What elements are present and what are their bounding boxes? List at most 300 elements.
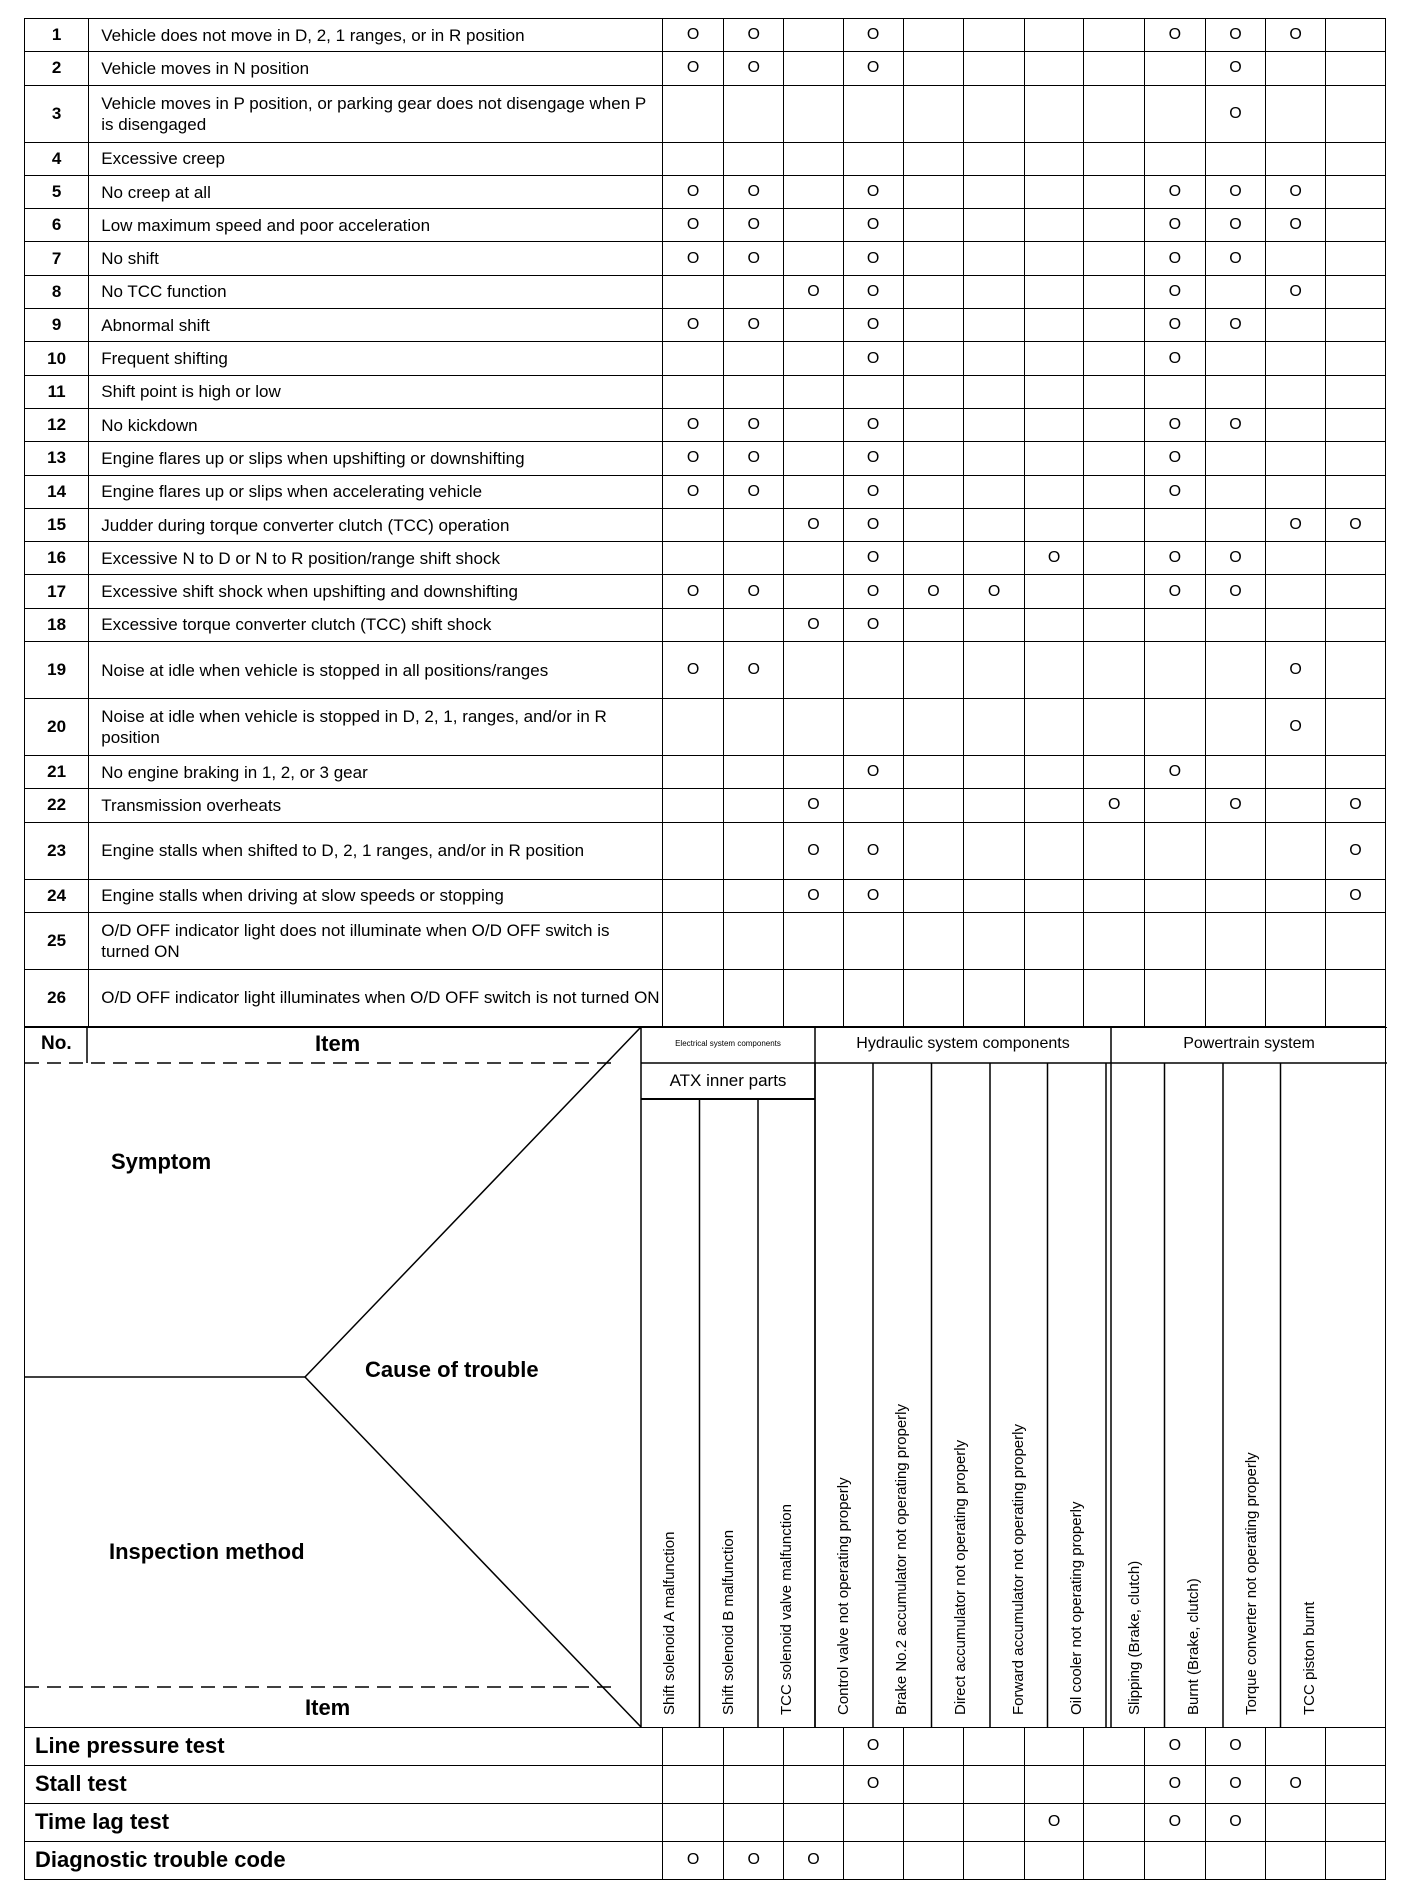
cause-cell	[663, 275, 724, 308]
cause-cell	[1145, 642, 1206, 699]
cause-mark: O	[843, 209, 903, 242]
cause-mark: O	[723, 242, 784, 275]
symptom-text: Excessive creep	[89, 142, 663, 175]
cause-cell	[964, 475, 1025, 508]
cause-cell	[1266, 912, 1326, 969]
cause-mark: O	[1145, 756, 1206, 789]
cause-cell	[964, 19, 1025, 52]
cause-cell	[1024, 209, 1084, 242]
cause-cell	[1084, 209, 1145, 242]
cause-cell	[903, 275, 964, 308]
cause-cell	[1024, 375, 1084, 408]
cause-cell	[964, 608, 1025, 641]
cause-mark: O	[1325, 508, 1385, 541]
inspection-cell	[964, 1727, 1025, 1765]
cause-cell	[1325, 912, 1385, 969]
cause-cell	[1145, 879, 1206, 912]
cause-cell	[1325, 699, 1385, 756]
cause-cell	[1266, 542, 1326, 575]
group-powertrain: Powertrain system	[1111, 1035, 1387, 1053]
cause-mark: O	[1266, 209, 1326, 242]
cause-cell	[1205, 375, 1266, 408]
inspection-cell	[903, 1765, 964, 1803]
cause-cell	[1024, 756, 1084, 789]
inspection-row	[25, 1765, 1386, 1803]
cause-cell	[1266, 822, 1326, 879]
cause-cell	[663, 912, 724, 969]
cause-mark: O	[1145, 575, 1206, 608]
inspection-cell	[903, 1841, 964, 1879]
cause-cell	[1325, 642, 1385, 699]
cause-mark: O	[663, 209, 724, 242]
cause-cell	[663, 969, 724, 1026]
cause-cell	[903, 642, 964, 699]
cause-cell	[1266, 756, 1326, 789]
cause-cell	[1325, 969, 1385, 1026]
cause-cell	[1205, 642, 1266, 699]
symptom-number: 25	[25, 912, 89, 969]
cause-mark: O	[843, 475, 903, 508]
cause-cell	[903, 969, 964, 1026]
cause-cell	[1205, 756, 1266, 789]
symptom-table	[24, 18, 1386, 1027]
symptom-row	[25, 408, 1386, 441]
cause-mark: O	[663, 175, 724, 208]
cause-cell	[663, 608, 724, 641]
cause-cell	[1266, 408, 1326, 441]
inspection-mark: O	[723, 1841, 784, 1879]
cause-cell	[964, 822, 1025, 879]
inspection-cell	[723, 1765, 784, 1803]
cause-cell	[784, 309, 843, 342]
symptom-number: 16	[25, 542, 89, 575]
item-header-bottom: Item	[305, 1695, 350, 1721]
cause-cell	[964, 699, 1025, 756]
inspection-cell	[1084, 1765, 1145, 1803]
column-label: Brake No.2 accumulator not operating properly	[893, 1659, 1313, 1715]
symptom-text: Vehicle moves in N position	[89, 52, 663, 85]
cause-cell	[1024, 508, 1084, 541]
inspection-cell	[1024, 1765, 1084, 1803]
cause-cell	[1145, 969, 1206, 1026]
cause-mark: O	[843, 542, 903, 575]
cause-cell	[903, 822, 964, 879]
symptom-text: Engine stalls when shifted to D, 2, 1 ranges, and/or in R position	[89, 822, 663, 879]
cause-cell	[723, 275, 784, 308]
inspection-cell	[784, 1765, 843, 1803]
column-label: Control valve not operating properly	[835, 1659, 1255, 1715]
column-label: Shift solenoid B malfunction	[720, 1659, 1140, 1715]
cause-mark: O	[1325, 879, 1385, 912]
cause-cell	[1084, 475, 1145, 508]
column-label: TCC solenoid valve malfunction	[778, 1659, 1198, 1715]
symptom-number: 14	[25, 475, 89, 508]
symptom-label: Symptom	[111, 1149, 211, 1175]
symptom-row	[25, 19, 1386, 52]
inspection-mark: O	[1145, 1803, 1206, 1841]
matrix-header	[24, 1027, 1386, 1727]
symptom-number: 18	[25, 608, 89, 641]
cause-mark: O	[663, 408, 724, 441]
cause-mark: O	[663, 242, 724, 275]
symptom-row	[25, 375, 1386, 408]
inspection-mark: O	[843, 1727, 903, 1765]
cause-cell	[1205, 608, 1266, 641]
cause-cell	[903, 52, 964, 85]
cause-cell	[1266, 85, 1326, 142]
cause-mark: O	[1325, 789, 1385, 822]
cause-mark: O	[1205, 408, 1266, 441]
cause-mark: O	[723, 475, 784, 508]
cause-cell	[1325, 19, 1385, 52]
cause-cell	[784, 642, 843, 699]
cause-cell	[1145, 375, 1206, 408]
symptom-number: 1	[25, 19, 89, 52]
symptom-number: 5	[25, 175, 89, 208]
cause-cell	[1325, 242, 1385, 275]
cause-cell	[1024, 879, 1084, 912]
inspection-cell	[1266, 1841, 1326, 1879]
cause-cell	[1205, 342, 1266, 375]
cause-mark: O	[843, 242, 903, 275]
cause-cell	[1024, 699, 1084, 756]
inspection-row	[25, 1841, 1386, 1879]
inspection-table	[24, 1727, 1386, 1880]
cause-cell	[1266, 242, 1326, 275]
cause-cell	[903, 209, 964, 242]
cause-cell	[1024, 142, 1084, 175]
cause-cell	[1266, 142, 1326, 175]
column-label: Torque converter not operating properly	[1243, 1659, 1408, 1715]
inspection-cell	[964, 1803, 1025, 1841]
cause-mark: O	[663, 52, 724, 85]
cause-cell	[1325, 209, 1385, 242]
inspection-cell	[1325, 1765, 1385, 1803]
cause-mark: O	[723, 309, 784, 342]
cause-cell	[1145, 52, 1206, 85]
cause-cell	[723, 85, 784, 142]
cause-cell	[663, 822, 724, 879]
cause-cell	[1084, 408, 1145, 441]
cause-cell	[1145, 608, 1206, 641]
cause-cell	[784, 542, 843, 575]
cause-cell	[663, 699, 724, 756]
cause-cell	[903, 756, 964, 789]
cause-cell	[663, 542, 724, 575]
symptom-text: Judder during torque converter clutch (TCC) operation	[89, 508, 663, 541]
cause-cell	[784, 375, 843, 408]
symptom-text: Engine flares up or slips when accelerating vehicle	[89, 475, 663, 508]
cause-cell	[903, 912, 964, 969]
cause-cell	[1024, 52, 1084, 85]
inspection-cell	[723, 1727, 784, 1765]
symptom-text: Vehicle moves in P position, or parking gear does not disengage when P is disengaged	[89, 85, 663, 142]
cause-cell	[723, 342, 784, 375]
cause-cell	[723, 699, 784, 756]
symptom-number: 23	[25, 822, 89, 879]
cause-cell	[1266, 969, 1326, 1026]
group-electrical: Electrical system components	[641, 1039, 815, 1048]
cause-cell	[1266, 575, 1326, 608]
cause-cell	[1084, 242, 1145, 275]
symptom-text: Low maximum speed and poor acceleration	[89, 209, 663, 242]
cause-mark: O	[843, 52, 903, 85]
cause-cell	[1084, 142, 1145, 175]
symptom-row	[25, 912, 1386, 969]
cause-mark: O	[843, 275, 903, 308]
cause-mark: O	[784, 275, 843, 308]
symptom-text: Excessive shift shock when upshifting and downshifting	[89, 575, 663, 608]
cause-cell	[964, 309, 1025, 342]
cause-mark: O	[1205, 209, 1266, 242]
cause-cell	[1266, 608, 1326, 641]
cause-cell	[723, 912, 784, 969]
symptom-text: Engine stalls when driving at slow speeds or stopping	[89, 879, 663, 912]
symptom-text: Excessive N to D or N to R position/range shift shock	[89, 542, 663, 575]
cause-cell	[1024, 475, 1084, 508]
cause-cell	[784, 408, 843, 441]
inspection-cell	[1266, 1727, 1326, 1765]
cause-mark: O	[723, 52, 784, 85]
cause-cell	[903, 85, 964, 142]
inspection-cell	[1325, 1841, 1385, 1879]
cause-cell	[964, 789, 1025, 822]
inspection-cell	[903, 1727, 964, 1765]
cause-mark: O	[843, 342, 903, 375]
cause-cell	[1266, 442, 1326, 475]
inspection-mark: O	[1205, 1765, 1266, 1803]
header-lines	[25, 1027, 1387, 1727]
cause-cell	[1084, 879, 1145, 912]
cause-cell	[723, 542, 784, 575]
symptom-text: No kickdown	[89, 408, 663, 441]
symptom-row	[25, 52, 1386, 85]
cause-mark: O	[1266, 19, 1326, 52]
symptom-text: No shift	[89, 242, 663, 275]
symptom-text: Transmission overheats	[89, 789, 663, 822]
cause-cell	[1325, 442, 1385, 475]
cause-cell	[1084, 375, 1145, 408]
inspection-mark: O	[1024, 1803, 1084, 1841]
inspection-cell	[964, 1765, 1025, 1803]
cause-cell	[903, 789, 964, 822]
symptom-text: No creep at all	[89, 175, 663, 208]
cause-cell	[903, 142, 964, 175]
cause-cell	[1325, 142, 1385, 175]
inspection-cell	[784, 1727, 843, 1765]
cause-mark: O	[723, 575, 784, 608]
cause-cell	[903, 508, 964, 541]
inspection-cell	[663, 1765, 724, 1803]
inspection-cell	[843, 1803, 903, 1841]
symptom-row	[25, 575, 1386, 608]
symptom-row	[25, 175, 1386, 208]
cause-mark: O	[843, 309, 903, 342]
inspection-mark: O	[1205, 1727, 1266, 1765]
cause-cell	[723, 375, 784, 408]
symptom-text: Excessive torque converter clutch (TCC) shift shock	[89, 608, 663, 641]
cause-cell	[1205, 142, 1266, 175]
cause-cell	[723, 969, 784, 1026]
symptom-row	[25, 699, 1386, 756]
inspection-cell	[723, 1803, 784, 1841]
cause-cell	[1325, 475, 1385, 508]
cause-cell	[903, 542, 964, 575]
cause-mark: O	[1205, 242, 1266, 275]
cause-cell	[1084, 309, 1145, 342]
cause-mark: O	[843, 756, 903, 789]
cause-cell	[784, 52, 843, 85]
symptom-text: Frequent shifting	[89, 342, 663, 375]
cause-cell	[1024, 912, 1084, 969]
cause-mark: O	[784, 822, 843, 879]
cause-mark: O	[723, 408, 784, 441]
cause-cell	[1084, 442, 1145, 475]
symptom-number: 9	[25, 309, 89, 342]
symptom-row	[25, 309, 1386, 342]
cause-cell	[1205, 275, 1266, 308]
symptom-row	[25, 969, 1386, 1026]
cause-mark: O	[1205, 175, 1266, 208]
symptom-number: 6	[25, 209, 89, 242]
cause-cell	[903, 242, 964, 275]
cause-cell	[1145, 508, 1206, 541]
cause-mark: O	[903, 575, 964, 608]
cause-cell	[964, 342, 1025, 375]
column-label: Oil cooler not operating properly	[1068, 1659, 1408, 1715]
cause-cell	[903, 309, 964, 342]
cause-cell	[663, 756, 724, 789]
cause-mark: O	[1266, 642, 1326, 699]
symptom-text: Noise at idle when vehicle is stopped in all positions/ranges	[89, 642, 663, 699]
cause-cell	[1024, 408, 1084, 441]
inspection-mark: O	[1266, 1765, 1326, 1803]
cause-cell	[784, 342, 843, 375]
cause-cell	[843, 969, 903, 1026]
inspection-cell	[784, 1803, 843, 1841]
cause-cell	[1084, 969, 1145, 1026]
inspection-mark: O	[1145, 1765, 1206, 1803]
cause-cell	[1266, 309, 1326, 342]
inspection-name: Stall test	[25, 1765, 663, 1803]
cause-mark: O	[1266, 175, 1326, 208]
inspection-cell	[1024, 1727, 1084, 1765]
troubleshooting-matrix	[24, 18, 1386, 1880]
cause-cell	[1024, 608, 1084, 641]
symptom-row	[25, 242, 1386, 275]
cause-cell	[1205, 442, 1266, 475]
symptom-number: 24	[25, 879, 89, 912]
cause-cell	[784, 209, 843, 242]
cause-cell	[964, 142, 1025, 175]
symptom-number: 3	[25, 85, 89, 142]
cause-mark: O	[1205, 19, 1266, 52]
inspection-row	[25, 1727, 1386, 1765]
cause-cell	[784, 575, 843, 608]
symptom-text: Noise at idle when vehicle is stopped in D, 2, 1, ranges, and/or in R position	[89, 699, 663, 756]
inspection-cell	[1024, 1841, 1084, 1879]
symptom-row	[25, 642, 1386, 699]
group-atx: ATX inner parts	[641, 1071, 815, 1091]
cause-cell	[1325, 52, 1385, 85]
cause-mark: O	[663, 575, 724, 608]
cause-cell	[1266, 375, 1326, 408]
cause-mark: O	[1205, 309, 1266, 342]
symptom-row	[25, 142, 1386, 175]
inspection-label: Inspection method	[109, 1539, 305, 1565]
symptom-row	[25, 789, 1386, 822]
cause-cell	[903, 19, 964, 52]
item-header-top: Item	[315, 1031, 360, 1057]
cause-cell	[784, 969, 843, 1026]
cause-cell	[1205, 508, 1266, 541]
cause-cell	[1084, 19, 1145, 52]
cause-cell	[964, 912, 1025, 969]
column-label: Forward accumulator not operating properly	[1010, 1659, 1408, 1715]
cause-cell	[964, 756, 1025, 789]
symptom-number: 20	[25, 699, 89, 756]
inspection-cell	[663, 1803, 724, 1841]
cause-cell	[964, 408, 1025, 441]
cause-cell	[843, 699, 903, 756]
column-label: Direct accumulator not operating properly	[952, 1659, 1372, 1715]
no-header: No.	[41, 1033, 72, 1055]
cause-mark: O	[1145, 309, 1206, 342]
cause-cell	[1325, 309, 1385, 342]
cause-cell	[1325, 275, 1385, 308]
cause-mark: O	[723, 175, 784, 208]
cause-mark: O	[843, 608, 903, 641]
cause-cell	[1024, 85, 1084, 142]
inspection-cell	[964, 1841, 1025, 1879]
cause-cell	[1266, 52, 1326, 85]
cause-cell	[1145, 142, 1206, 175]
cause-cell	[1084, 912, 1145, 969]
cause-cell	[1084, 52, 1145, 85]
cause-cell	[843, 912, 903, 969]
cause-cell	[1024, 19, 1084, 52]
cause-cell	[1084, 575, 1145, 608]
cause-mark: O	[1325, 822, 1385, 879]
cause-cell	[1145, 822, 1206, 879]
cause-cell	[843, 642, 903, 699]
cause-cell	[1084, 508, 1145, 541]
cause-cell	[1325, 342, 1385, 375]
cause-mark: O	[1266, 699, 1326, 756]
inspection-cell	[1266, 1803, 1326, 1841]
symptom-text: Abnormal shift	[89, 309, 663, 342]
symptom-number: 15	[25, 508, 89, 541]
cause-cell	[1325, 756, 1385, 789]
cause-cell	[1266, 342, 1326, 375]
inspection-cell	[1205, 1841, 1266, 1879]
cause-cell	[1024, 789, 1084, 822]
symptom-row	[25, 879, 1386, 912]
cause-cell	[1024, 442, 1084, 475]
cause-cell	[1084, 822, 1145, 879]
cause-cell	[964, 209, 1025, 242]
inspection-cell	[1325, 1803, 1385, 1841]
cause-mark: O	[723, 19, 784, 52]
inspection-mark: O	[663, 1841, 724, 1879]
cause-mark: O	[1205, 575, 1266, 608]
cause-mark: O	[784, 608, 843, 641]
cause-cell	[1325, 375, 1385, 408]
cause-cell	[663, 85, 724, 142]
cause-cell	[784, 85, 843, 142]
cause-mark: O	[1205, 542, 1266, 575]
cause-mark: O	[784, 789, 843, 822]
